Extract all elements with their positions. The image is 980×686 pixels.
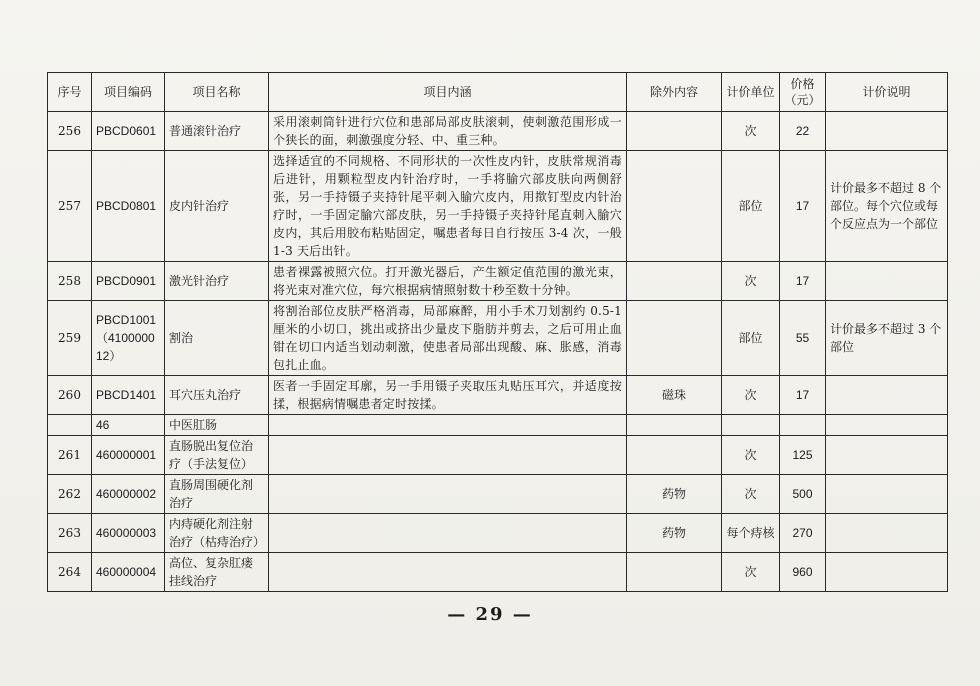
price: 55	[780, 301, 826, 376]
item-code: 460000001	[92, 436, 165, 475]
item-code: PBCD0901	[92, 262, 165, 301]
price: 22	[780, 112, 826, 151]
item-name: 普通滚针治疗	[165, 112, 269, 151]
pricing-unit: 次	[722, 475, 780, 514]
excluded-content: 磁珠	[627, 376, 722, 415]
price: 125	[780, 436, 826, 475]
excluded-content	[627, 553, 722, 592]
row-number: 264	[48, 553, 92, 592]
table-row	[48, 262, 948, 301]
pricing-note	[826, 553, 948, 592]
row-number: 257	[48, 151, 92, 262]
item-name: 割治	[165, 301, 269, 376]
item-content	[269, 415, 627, 436]
table-row	[48, 151, 948, 262]
excluded-content	[627, 415, 722, 436]
excluded-content	[627, 262, 722, 301]
item-code: 460000003	[92, 514, 165, 553]
table-row	[48, 553, 948, 592]
header-excluded: 除外内容	[627, 73, 722, 112]
row-number	[48, 415, 92, 436]
pricing-note	[826, 112, 948, 151]
excluded-content	[627, 112, 722, 151]
item-name: 直肠脱出复位治疗（手法复位）	[165, 436, 269, 475]
row-number: 260	[48, 376, 92, 415]
item-code: 46	[92, 415, 165, 436]
item-name: 耳穴压丸治疗	[165, 376, 269, 415]
item-content: 医者一手固定耳廓，另一手用镊子夹取压丸贴压耳穴，并适度按揉，根据病情嘱患者定时按揉。	[269, 376, 627, 415]
item-name: 内痔硬化剂注射治疗（枯痔治疗）	[165, 514, 269, 553]
price-table	[47, 72, 948, 592]
header-name: 项目名称	[165, 73, 269, 112]
price: 17	[780, 262, 826, 301]
pricing-unit	[722, 415, 780, 436]
item-code: PBCD1001（410000012）	[92, 301, 165, 376]
price: 500	[780, 475, 826, 514]
header-price: 价格（元）	[780, 73, 826, 112]
header-code: 项目编码	[92, 73, 165, 112]
item-name: 中医肛肠	[165, 415, 269, 436]
item-content: 采用滚刺筒针进行穴位和患部局部皮肤滚刺，使刺激范围形成一个狭长的面，刺激强度分轻、中、重三种。	[269, 112, 627, 151]
row-number: 261	[48, 436, 92, 475]
item-name: 直肠周围硬化剂治疗	[165, 475, 269, 514]
item-code: 460000004	[92, 553, 165, 592]
item-content	[269, 475, 627, 514]
table-row	[48, 436, 948, 475]
pricing-note	[826, 475, 948, 514]
row-number: 263	[48, 514, 92, 553]
price: 270	[780, 514, 826, 553]
header-no: 序号	[48, 73, 92, 112]
pricing-unit: 次	[722, 376, 780, 415]
pricing-unit: 每个痔核	[722, 514, 780, 553]
table-row	[48, 301, 948, 376]
row-number: 258	[48, 262, 92, 301]
pricing-note: 计价最多不超过 3 个部位	[826, 301, 948, 376]
item-content	[269, 436, 627, 475]
item-content: 将割治部位皮肤严格消毒，局部麻醉，用小手术刀划割约 0.5-1 厘米的小切口，挑出或挤出少量皮下脂肪并剪去，之后可用止血钳在切口内适当划动刺激，使患者局部出现酸、麻、胀感，消毒包扎止血。	[269, 301, 627, 376]
pricing-note	[826, 436, 948, 475]
page-number: — 29 —	[447, 604, 533, 625]
header-content: 项目内涵	[269, 73, 627, 112]
pricing-unit: 次	[722, 436, 780, 475]
item-name: 皮内针治疗	[165, 151, 269, 262]
item-content: 患者裸露被照穴位。打开激光器后，产生额定值范围的激光束，将光束对准穴位，每穴根据病情照射数十秒至数十分钟。	[269, 262, 627, 301]
table-row	[48, 475, 948, 514]
pricing-unit: 部位	[722, 301, 780, 376]
item-code: 460000002	[92, 475, 165, 514]
pricing-note	[826, 376, 948, 415]
item-name: 高位、复杂肛瘘挂线治疗	[165, 553, 269, 592]
pricing-unit: 次	[722, 112, 780, 151]
item-content: 选择适宜的不同规格、不同形状的一次性皮内针，皮肤常规消毒后进针，用颗粒型皮内针治疗时，一手将腧穴部皮肤向两侧舒张，另一手持镊子夹持针尾平刺入腧穴皮内，用揿钉型皮内针治疗时，一手固定腧穴部皮肤，另一手持镊子夹持针尾直刺入腧穴皮内，其后用胶布粘贴固定，嘱患者每日自行按压 3-4 次，一般 1-3 天后出针。	[269, 151, 627, 262]
pricing-unit: 次	[722, 553, 780, 592]
pricing-unit: 次	[722, 262, 780, 301]
excluded-content	[627, 436, 722, 475]
item-content	[269, 553, 627, 592]
price: 960	[780, 553, 826, 592]
item-code: PBCD1401	[92, 376, 165, 415]
item-name: 激光针治疗	[165, 262, 269, 301]
table-body	[48, 112, 948, 592]
header-unit: 计价单位	[722, 73, 780, 112]
table-header-row	[48, 73, 948, 112]
pricing-note	[826, 262, 948, 301]
row-number: 262	[48, 475, 92, 514]
item-code: PBCD0601	[92, 112, 165, 151]
table-row	[48, 376, 948, 415]
price: 17	[780, 376, 826, 415]
price	[780, 415, 826, 436]
row-number: 256	[48, 112, 92, 151]
pricing-note: 计价最多不超过 8 个部位。每个穴位或每个反应点为一个部位	[826, 151, 948, 262]
pricing-note	[826, 514, 948, 553]
pricing-unit: 部位	[722, 151, 780, 262]
table-row	[48, 514, 948, 553]
excluded-content: 药物	[627, 514, 722, 553]
pricing-note	[826, 415, 948, 436]
excluded-content: 药物	[627, 475, 722, 514]
price: 17	[780, 151, 826, 262]
item-code: PBCD0801	[92, 151, 165, 262]
excluded-content	[627, 301, 722, 376]
table-row	[48, 112, 948, 151]
excluded-content	[627, 151, 722, 262]
table-row	[48, 415, 948, 436]
row-number: 259	[48, 301, 92, 376]
item-content	[269, 514, 627, 553]
header-note: 计价说明	[826, 73, 948, 112]
